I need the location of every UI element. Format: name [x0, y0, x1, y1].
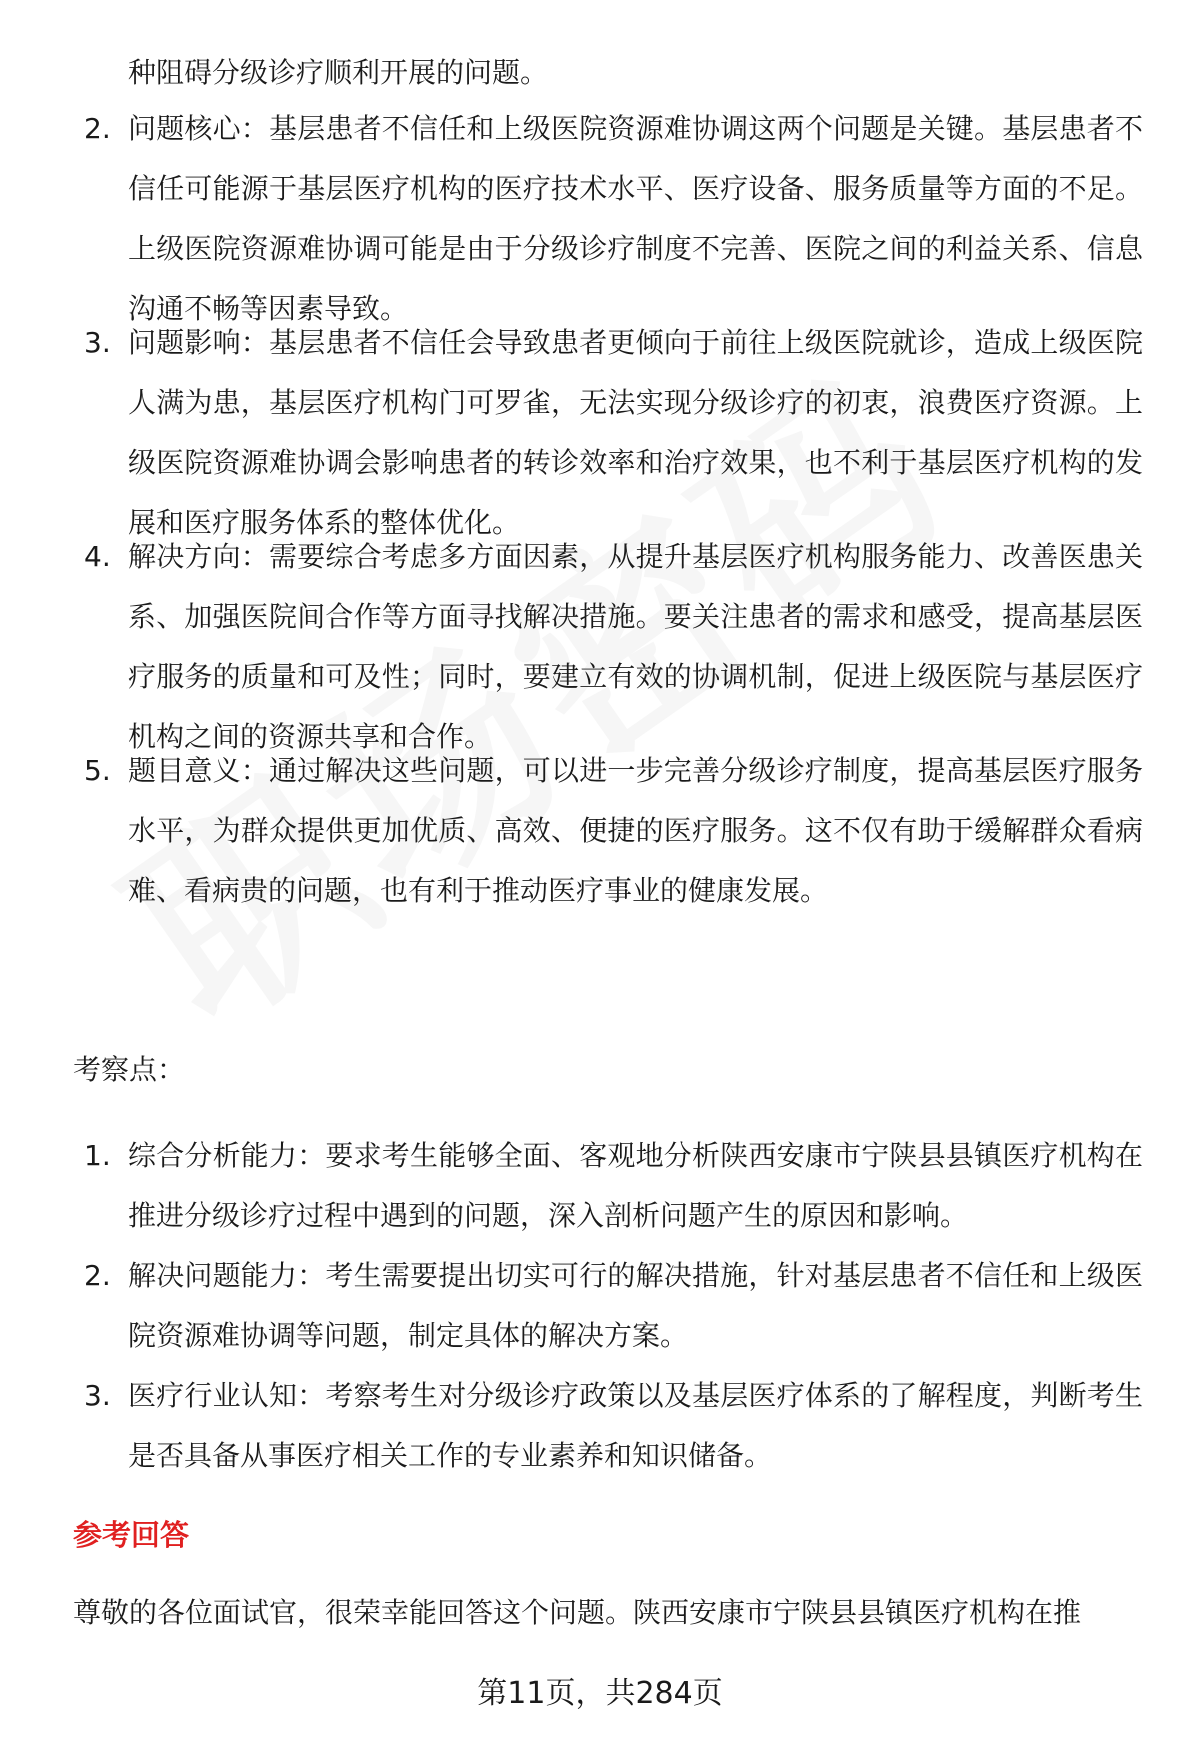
list-item-text: 解决问题能力：考生需要提出切实可行的解决措施，针对基层患者不信任和上级医院资源难协调等问题，制定具体的解决方案。	[128, 1259, 1143, 1352]
list-item	[0, 527, 1200, 753]
analysis-list	[0, 99, 1200, 921]
list-item-text: 问题影响：基层患者不信任会导致患者更倾向于前往上级医院就诊，造成上级医院人满为患，基层医疗机构门可罗雀，无法实现分级诊疗的初衷，浪费医疗资源。上级医院资源难协调会影响患者的转诊效率和治疗效果，也不利于基层医疗机构的发展和医疗服务体系的整体优化。	[128, 326, 1143, 539]
answer-intro: 尊敬的各位面试官，很荣幸能回答这个问题。陕西安康市宁陕县县镇医疗机构在推	[73, 1596, 1082, 1629]
exam-points-list	[0, 1126, 1200, 1486]
list-item	[0, 1366, 1200, 1486]
list-number: 2.	[84, 112, 111, 145]
list-item-text: 综合分析能力：要求考生能够全面、客观地分析陕西安康市宁陕县县镇医疗机构在推进分级诊疗过程中遇到的问题，深入剖析问题产生的原因和影响。	[128, 1139, 1143, 1232]
list-item-text: 问题核心：基层患者不信任和上级医院资源难协调这两个问题是关键。基层患者不信任可能源于基层医疗机构的医疗技术水平、医疗设备、服务质量等方面的不足。上级医院资源难协调可能是由于分级诊疗制度不完善、医院之间的利益关系、信息沟通不畅等因素导致。	[128, 112, 1143, 325]
list-item-text: 解决方向：需要综合考虑多方面因素，从提升基层医疗机构服务能力、改善医患关系、加强医院间合作等方面寻找解决措施。要关注患者的需求和感受，提高基层医疗服务的质量和可及性；同时，要建立有效的协调机制，促进上级医院与基层医疗机构之间的资源共享和合作。	[128, 540, 1143, 753]
list-item-text: 医疗行业认知：考察考生对分级诊疗政策以及基层医疗体系的了解程度，判断考生是否具备从事医疗相关工作的专业素养和知识储备。	[128, 1379, 1143, 1472]
list-number: 2.	[84, 1259, 111, 1292]
list-item	[0, 99, 1200, 325]
exam-points-heading: 考察点：	[73, 1053, 186, 1086]
list-item	[0, 741, 1200, 921]
list-number: 3.	[84, 326, 111, 359]
list-number: 4.	[84, 540, 111, 573]
list-item	[0, 1126, 1200, 1246]
continued-text: 种阻碍分级诊疗顺利开展的问题。	[128, 56, 549, 89]
page-footer: 第11页，共284页	[477, 1676, 723, 1711]
reference-answer-title: 参考回答	[73, 1518, 190, 1552]
list-number: 5.	[84, 754, 111, 787]
list-number: 1.	[84, 1139, 111, 1172]
list-number: 3.	[84, 1379, 111, 1412]
list-item-text: 题目意义：通过解决这些问题，可以进一步完善分级诊疗制度，提高基层医疗服务水平，为群众提供更加优质、高效、便捷的医疗服务。这不仅有助于缓解群众看病难、看病贵的问题，也有利于推动医疗事业的健康发展。	[128, 754, 1143, 907]
list-item	[0, 313, 1200, 539]
list-item	[0, 1246, 1200, 1366]
